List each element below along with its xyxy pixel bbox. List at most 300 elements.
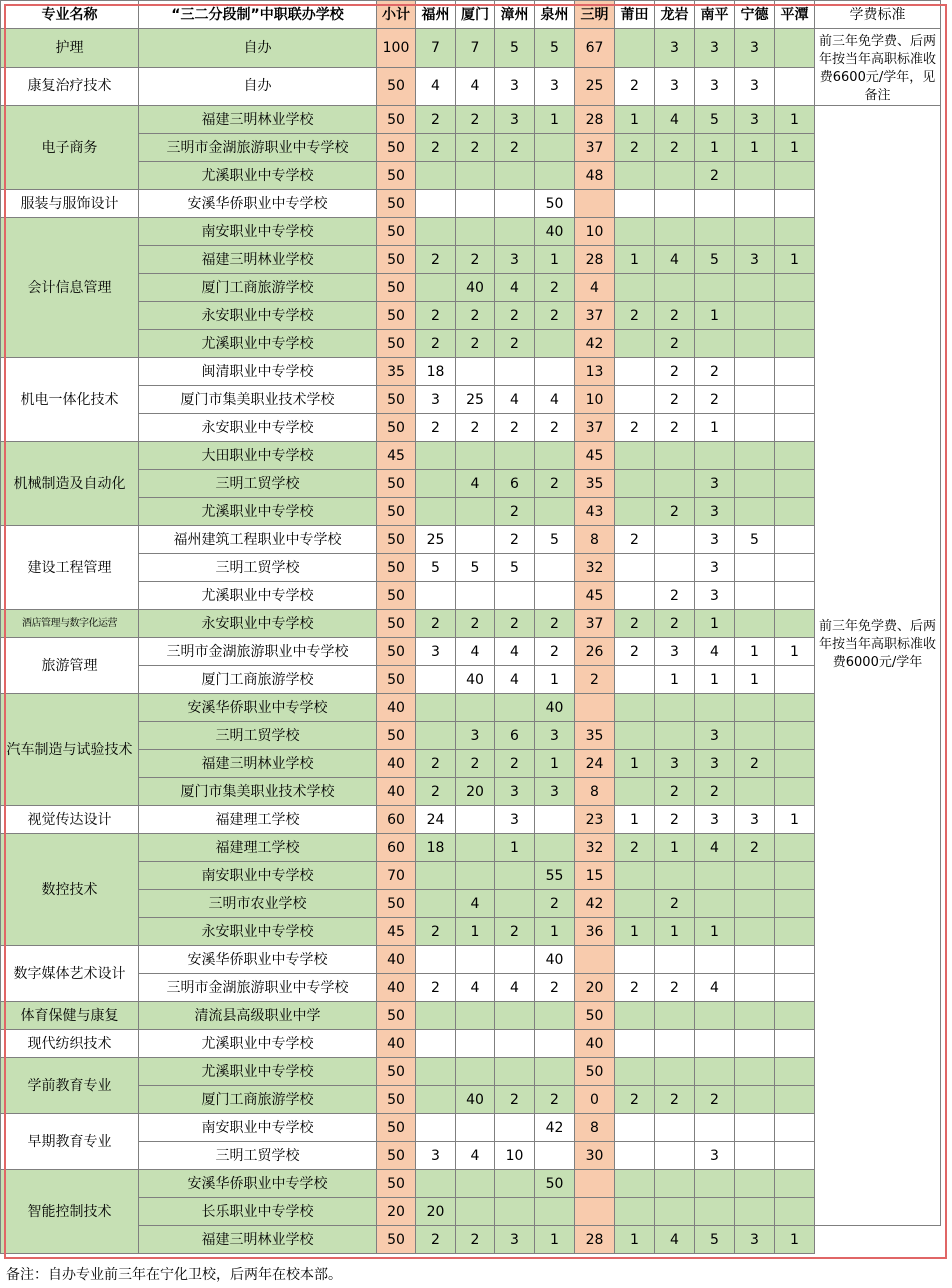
sanming-cell: 26 (575, 638, 615, 666)
city-cell: 1 (775, 246, 815, 274)
city-cell (495, 1170, 535, 1198)
city-cell (615, 1030, 655, 1058)
city-cell (535, 834, 575, 862)
city-cell (655, 526, 695, 554)
sanming-cell: 24 (575, 750, 615, 778)
school-name: 三明工贸学校 (139, 1142, 377, 1170)
city-cell (735, 358, 775, 386)
city-cell (775, 946, 815, 974)
city-cell: 2 (655, 498, 695, 526)
city-cell: 3 (495, 106, 535, 134)
school-name: 永安职业中专学校 (139, 610, 377, 638)
sanming-cell: 36 (575, 918, 615, 946)
table-row (1, 918, 941, 946)
city-cell (615, 498, 655, 526)
city-cell (535, 358, 575, 386)
city-cell: 2 (495, 918, 535, 946)
sanming-cell: 28 (575, 1226, 615, 1254)
city-cell (495, 862, 535, 890)
city-cell: 2 (695, 386, 735, 414)
city-cell: 3 (416, 386, 456, 414)
sanming-cell: 40 (575, 1030, 615, 1058)
city-cell (735, 162, 775, 190)
school-name: 福州建筑工程职业中专学校 (139, 526, 377, 554)
city-cell (775, 1030, 815, 1058)
table-row (1, 134, 941, 162)
school-name: 福建三明林业学校 (139, 1226, 377, 1254)
sanming-cell: 8 (575, 526, 615, 554)
sanming-cell: 20 (575, 974, 615, 1002)
city-cell (615, 162, 655, 190)
table-row (1, 29, 941, 68)
city-cell (695, 1198, 735, 1226)
city-cell: 2 (416, 414, 456, 442)
city-cell: 2 (655, 358, 695, 386)
table-row (1, 526, 941, 554)
table-row (1, 246, 941, 274)
city-cell: 3 (456, 722, 495, 750)
city-cell: 1 (615, 246, 655, 274)
sanming-cell: 37 (575, 414, 615, 442)
city-cell (615, 1198, 655, 1226)
city-cell (735, 386, 775, 414)
subtotal-cell: 40 (377, 778, 416, 806)
city-cell: 2 (695, 162, 735, 190)
city-cell (775, 1058, 815, 1086)
city-cell (775, 358, 815, 386)
city-cell (495, 1058, 535, 1086)
city-cell (775, 386, 815, 414)
city-cell: 1 (655, 666, 695, 694)
city-cell (495, 218, 535, 246)
city-cell: 1 (655, 918, 695, 946)
table-row (1, 946, 941, 974)
city-cell (615, 722, 655, 750)
city-cell (735, 1170, 775, 1198)
school-name: 安溪华侨职业中专学校 (139, 694, 377, 722)
header-school: “三二分段制”中职联办学校 (139, 1, 377, 29)
school-name: 三明市金湖旅游职业中专学校 (139, 134, 377, 162)
city-cell (416, 218, 456, 246)
city-cell (655, 946, 695, 974)
subtotal-cell: 20 (377, 1198, 416, 1226)
city-cell (416, 722, 456, 750)
header-city: 福州 (416, 1, 456, 29)
city-cell (416, 1114, 456, 1142)
city-cell: 2 (535, 638, 575, 666)
school-name: 厦门工商旅游学校 (139, 666, 377, 694)
city-cell (775, 67, 815, 106)
city-cell: 2 (456, 414, 495, 442)
table-row (1, 386, 941, 414)
city-cell: 2 (495, 414, 535, 442)
city-cell (535, 1142, 575, 1170)
major-name: 数控技术 (1, 834, 139, 946)
city-cell: 40 (535, 218, 575, 246)
city-cell (456, 526, 495, 554)
city-cell: 4 (495, 638, 535, 666)
city-cell (615, 778, 655, 806)
header-city: 宁德 (735, 1, 775, 29)
header-city-sanming: 三明 (575, 1, 615, 29)
city-cell: 2 (456, 1226, 495, 1254)
school-name: 安溪华侨职业中专学校 (139, 190, 377, 218)
table-row (1, 1030, 941, 1058)
major-name: 电子商务 (1, 106, 139, 190)
subtotal-cell: 50 (377, 554, 416, 582)
city-cell: 2 (456, 302, 495, 330)
city-cell: 3 (735, 106, 775, 134)
city-cell: 2 (416, 610, 456, 638)
city-cell: 2 (495, 1086, 535, 1114)
city-cell (456, 1002, 495, 1030)
city-cell: 2 (615, 638, 655, 666)
city-cell: 4 (456, 1142, 495, 1170)
city-cell (695, 330, 735, 358)
table-row (1, 162, 941, 190)
city-cell (416, 582, 456, 610)
city-cell: 2 (416, 974, 456, 1002)
city-cell (655, 1030, 695, 1058)
city-cell (456, 582, 495, 610)
city-cell (615, 1058, 655, 1086)
school-name: 三明工贸学校 (139, 722, 377, 750)
city-cell (495, 1198, 535, 1226)
subtotal-cell: 50 (377, 1058, 416, 1086)
city-cell: 4 (456, 638, 495, 666)
table-row (1, 862, 941, 890)
city-cell (615, 386, 655, 414)
table-row (1, 470, 941, 498)
city-cell: 2 (655, 890, 695, 918)
city-cell (775, 1198, 815, 1226)
major-name: 机械制造及自动化 (1, 442, 139, 526)
city-cell (456, 862, 495, 890)
city-cell (735, 218, 775, 246)
city-cell: 3 (695, 1142, 735, 1170)
city-cell: 2 (655, 386, 695, 414)
city-cell (775, 666, 815, 694)
city-cell: 2 (416, 134, 456, 162)
city-cell (735, 554, 775, 582)
city-cell (775, 470, 815, 498)
subtotal-cell: 50 (377, 1086, 416, 1114)
city-cell (775, 526, 815, 554)
school-name: 永安职业中专学校 (139, 414, 377, 442)
city-cell: 3 (655, 67, 695, 106)
city-cell: 1 (495, 834, 535, 862)
sanming-cell: 50 (575, 1002, 615, 1030)
sanming-cell: 10 (575, 386, 615, 414)
city-cell: 4 (456, 890, 495, 918)
city-cell (735, 974, 775, 1002)
table-row (1, 666, 941, 694)
city-cell (735, 274, 775, 302)
subtotal-cell: 50 (377, 526, 416, 554)
subtotal-cell: 50 (377, 274, 416, 302)
table-row (1, 106, 941, 134)
city-cell (615, 330, 655, 358)
city-cell: 1 (535, 106, 575, 134)
table-row (1, 1198, 941, 1226)
city-cell (615, 582, 655, 610)
header-city: 漳州 (495, 1, 535, 29)
city-cell (495, 1114, 535, 1142)
city-cell: 1 (695, 918, 735, 946)
city-cell (735, 190, 775, 218)
city-cell: 4 (695, 638, 735, 666)
city-cell (735, 1086, 775, 1114)
city-cell: 40 (456, 1086, 495, 1114)
city-cell: 2 (495, 330, 535, 358)
city-cell: 40 (456, 274, 495, 302)
city-cell (735, 442, 775, 470)
header-city: 泉州 (535, 1, 575, 29)
table-row (1, 834, 941, 862)
city-cell: 1 (615, 806, 655, 834)
major-name: 视觉传达设计 (1, 806, 139, 834)
city-cell: 1 (615, 750, 655, 778)
major-name: 数字媒体艺术设计 (1, 946, 139, 1002)
city-cell (495, 190, 535, 218)
city-cell (416, 1086, 456, 1114)
table-row (1, 67, 941, 106)
subtotal-cell: 50 (377, 582, 416, 610)
major-name: 护理 (1, 29, 139, 68)
city-cell: 4 (695, 974, 735, 1002)
school-name: 闽清职业中专学校 (139, 358, 377, 386)
school-name: 永安职业中专学校 (139, 918, 377, 946)
subtotal-cell: 40 (377, 750, 416, 778)
city-cell (535, 1198, 575, 1226)
city-cell: 2 (535, 274, 575, 302)
city-cell: 2 (416, 778, 456, 806)
city-cell: 2 (456, 246, 495, 274)
city-cell: 3 (655, 750, 695, 778)
city-cell (655, 1198, 695, 1226)
city-cell: 2 (735, 750, 775, 778)
city-cell (456, 190, 495, 218)
city-cell: 2 (416, 302, 456, 330)
city-cell: 40 (456, 666, 495, 694)
city-cell (695, 442, 735, 470)
city-cell: 3 (695, 554, 735, 582)
city-cell (775, 918, 815, 946)
header-city: 龙岩 (655, 1, 695, 29)
city-cell (615, 1142, 655, 1170)
sanming-cell (575, 946, 615, 974)
city-cell (695, 274, 735, 302)
table-row (1, 358, 941, 386)
sanming-cell: 35 (575, 470, 615, 498)
city-cell (535, 442, 575, 470)
sanming-cell (575, 190, 615, 218)
city-cell (655, 1058, 695, 1086)
city-cell: 2 (495, 750, 535, 778)
subtotal-cell: 50 (377, 498, 416, 526)
school-name: 厦门工商旅游学校 (139, 274, 377, 302)
city-cell (735, 1030, 775, 1058)
city-cell: 3 (695, 750, 735, 778)
school-name: 安溪华侨职业中专学校 (139, 946, 377, 974)
city-cell (695, 1114, 735, 1142)
sanming-cell: 25 (575, 67, 615, 106)
city-cell (735, 302, 775, 330)
city-cell (495, 1030, 535, 1058)
city-cell: 5 (495, 554, 535, 582)
city-cell: 6 (495, 722, 535, 750)
city-cell (695, 218, 735, 246)
subtotal-cell: 50 (377, 134, 416, 162)
city-cell (775, 778, 815, 806)
city-cell: 5 (535, 526, 575, 554)
city-cell: 2 (535, 302, 575, 330)
city-cell (735, 330, 775, 358)
city-cell: 20 (416, 1198, 456, 1226)
city-cell (615, 274, 655, 302)
city-cell (695, 190, 735, 218)
city-cell (416, 1058, 456, 1086)
city-cell: 2 (615, 67, 655, 106)
city-cell (655, 1114, 695, 1142)
city-cell: 5 (695, 106, 735, 134)
major-name: 早期教育专业 (1, 1114, 139, 1170)
school-name: 厦门市集美职业技术学校 (139, 778, 377, 806)
table-row (1, 498, 941, 526)
city-cell (735, 1058, 775, 1086)
city-cell: 4 (495, 274, 535, 302)
city-cell (535, 162, 575, 190)
city-cell (655, 162, 695, 190)
table-row (1, 806, 941, 834)
city-cell (495, 890, 535, 918)
sanming-cell (575, 1170, 615, 1198)
school-name: 尤溪职业中专学校 (139, 162, 377, 190)
city-cell: 3 (695, 722, 735, 750)
city-cell: 1 (775, 638, 815, 666)
city-cell (615, 358, 655, 386)
city-cell: 3 (695, 582, 735, 610)
city-cell: 10 (495, 1142, 535, 1170)
city-cell: 2 (416, 1226, 456, 1254)
subtotal-cell: 40 (377, 1030, 416, 1058)
city-cell: 2 (615, 414, 655, 442)
city-cell: 3 (655, 29, 695, 68)
city-cell (775, 1170, 815, 1198)
subtotal-cell: 40 (377, 974, 416, 1002)
sanming-cell: 15 (575, 862, 615, 890)
city-cell: 2 (735, 834, 775, 862)
subtotal-cell: 50 (377, 890, 416, 918)
city-cell (535, 582, 575, 610)
city-cell: 5 (535, 29, 575, 68)
city-cell (775, 162, 815, 190)
sanming-cell: 32 (575, 554, 615, 582)
city-cell (535, 330, 575, 358)
school-name: 三明工贸学校 (139, 470, 377, 498)
city-cell: 1 (535, 246, 575, 274)
city-cell: 4 (655, 106, 695, 134)
city-cell (735, 778, 775, 806)
city-cell (416, 442, 456, 470)
city-cell (615, 470, 655, 498)
sanming-cell: 28 (575, 106, 615, 134)
school-name: 自办 (139, 29, 377, 68)
city-cell: 3 (535, 67, 575, 106)
city-cell (695, 1170, 735, 1198)
city-cell (456, 834, 495, 862)
city-cell: 40 (535, 946, 575, 974)
city-cell (456, 1114, 495, 1142)
city-cell: 7 (456, 29, 495, 68)
table-row (1, 330, 941, 358)
city-cell: 1 (735, 666, 775, 694)
city-cell: 3 (535, 722, 575, 750)
city-cell: 2 (456, 330, 495, 358)
city-cell (416, 1030, 456, 1058)
city-cell (495, 946, 535, 974)
city-cell: 3 (695, 526, 735, 554)
city-cell (456, 358, 495, 386)
major-name: 智能控制技术 (1, 1170, 139, 1254)
subtotal-cell: 40 (377, 694, 416, 722)
city-cell: 5 (735, 526, 775, 554)
table-row (1, 1142, 941, 1170)
city-cell: 1 (535, 918, 575, 946)
city-cell (775, 274, 815, 302)
city-cell (735, 1002, 775, 1030)
table-row (1, 302, 941, 330)
city-cell: 5 (695, 246, 735, 274)
school-name: 福建理工学校 (139, 806, 377, 834)
school-name: 南安职业中专学校 (139, 1114, 377, 1142)
fee-standard-second (815, 106, 941, 1226)
city-cell (775, 694, 815, 722)
city-cell: 2 (695, 778, 735, 806)
city-cell (495, 694, 535, 722)
subtotal-cell: 50 (377, 218, 416, 246)
school-name: 福建理工学校 (139, 834, 377, 862)
city-cell: 2 (495, 610, 535, 638)
table-row (1, 190, 941, 218)
city-cell: 1 (456, 918, 495, 946)
city-cell: 1 (695, 134, 735, 162)
subtotal-cell: 50 (377, 722, 416, 750)
table-row (1, 638, 941, 666)
sanming-cell: 50 (575, 1058, 615, 1086)
city-cell (695, 1002, 735, 1030)
city-cell: 7 (416, 29, 456, 68)
header-major: 专业名称 (1, 1, 139, 29)
school-name: 厦门市集美职业技术学校 (139, 386, 377, 414)
city-cell (655, 442, 695, 470)
city-cell: 20 (456, 778, 495, 806)
sanming-cell: 23 (575, 806, 615, 834)
school-name: 厦门工商旅游学校 (139, 1086, 377, 1114)
city-cell (456, 498, 495, 526)
city-cell: 4 (456, 470, 495, 498)
major-name: 酒店管理与数字化运营 (1, 610, 139, 638)
table-row (1, 750, 941, 778)
city-cell (416, 162, 456, 190)
city-cell: 2 (456, 106, 495, 134)
subtotal-cell: 45 (377, 918, 416, 946)
major-name: 康复治疗技术 (1, 67, 139, 106)
city-cell: 1 (735, 134, 775, 162)
city-cell: 1 (775, 806, 815, 834)
city-cell: 5 (695, 1226, 735, 1254)
city-cell: 2 (535, 1086, 575, 1114)
